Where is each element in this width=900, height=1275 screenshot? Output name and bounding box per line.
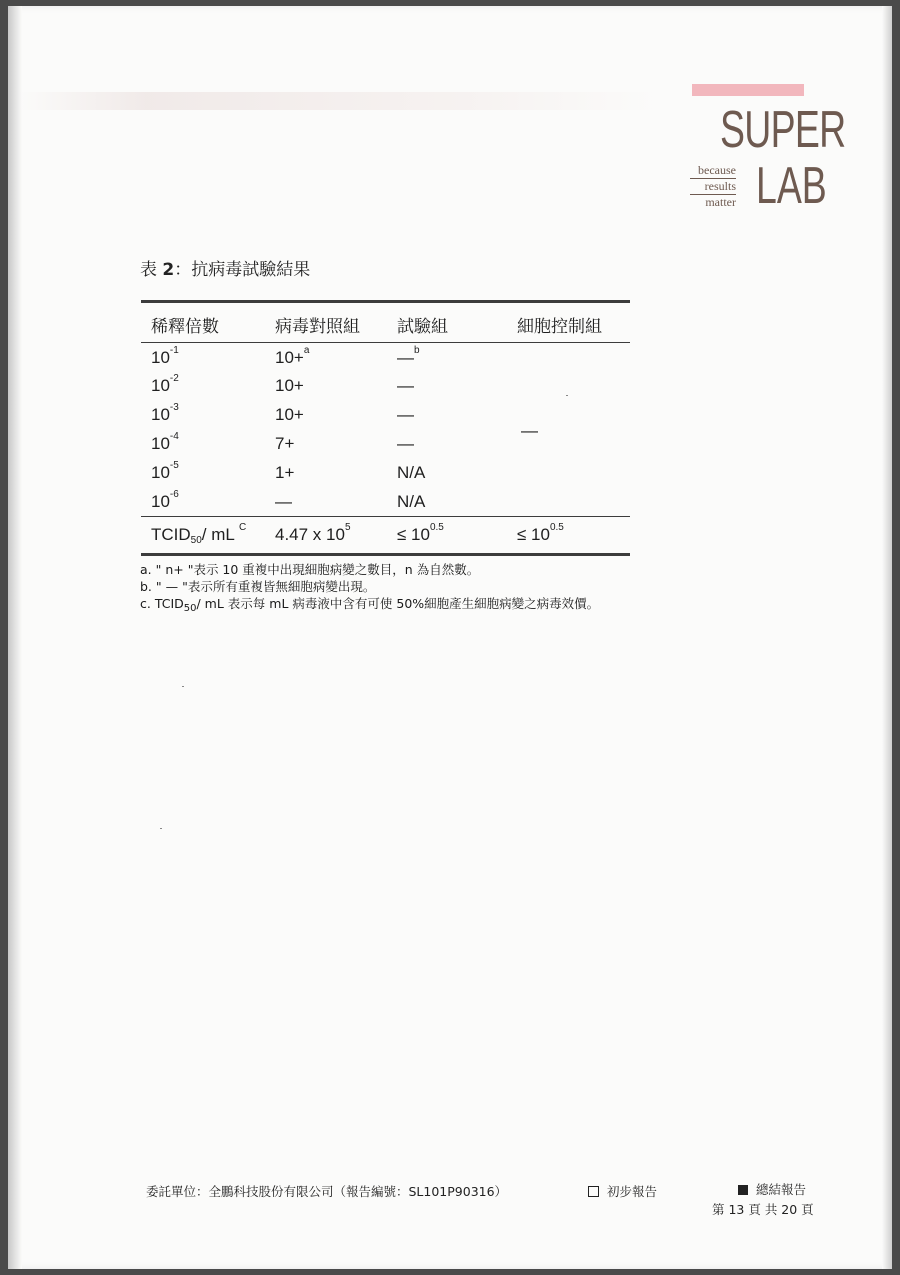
- logo-lab-text: LAB: [756, 157, 827, 215]
- footer-final-report: [738, 1180, 806, 1198]
- antiviral-results-table: [141, 300, 630, 556]
- dilution-cell: $10^{-5}$: [151, 459, 179, 482]
- unchecked-box-icon: [588, 1186, 599, 1197]
- dilution-cell: $10^{-3}$: [151, 401, 179, 424]
- footnote-c: c. $TCID_{50}/$ mL 表示每 mL 病毒液中含有可使 50%細胞產生細胞病變之病毒效價。: [140, 596, 600, 614]
- virus-control-cell: 10+$^a$: [275, 345, 310, 367]
- table-title-prefix: 表: [140, 260, 163, 280]
- tcid50-row: [141, 517, 630, 555]
- tcid50-test-group: ≤ $10^{0.5}$: [387, 517, 507, 555]
- scan-speck: [566, 395, 568, 396]
- test-group-cell: —: [397, 433, 414, 453]
- table-title-text: ：抗病毒試驗結果: [174, 260, 311, 280]
- table-title-number: 2: [162, 260, 175, 280]
- virus-control-cell: 1+: [275, 462, 295, 482]
- scan-speck: [160, 828, 162, 829]
- cell-control-cell: —: [521, 420, 538, 440]
- dilution-cell: $10^{-6}$: [151, 488, 179, 511]
- test-group-cell: —: [397, 404, 414, 424]
- tagline-word: matter: [705, 195, 736, 209]
- logo-accent-bar: [692, 84, 804, 96]
- final-label: 總結報告: [756, 1182, 807, 1197]
- tcid50-virus-control: 4.47 x $10^5$: [265, 517, 387, 555]
- header-test-group: 試驗組: [387, 302, 507, 343]
- test-group-cell: N/A: [397, 491, 426, 511]
- header-dilution: 稀釋倍數: [141, 302, 265, 343]
- table-row: [141, 343, 630, 372]
- virus-control-cell: 7+: [275, 433, 295, 453]
- dilution-cell: $10^{-2}$: [151, 372, 179, 395]
- test-group-cell: N/A: [397, 462, 426, 482]
- tcid50-cell-control: ≤ $10^{0.5}$: [507, 517, 630, 555]
- test-group-cell: —$^b$: [397, 345, 420, 367]
- virus-control-cell: 10+: [275, 404, 304, 424]
- table-header-row: [141, 302, 630, 343]
- page-edge-shadow: [882, 6, 892, 1269]
- scan-speck: [182, 686, 184, 687]
- footer-preliminary-report: [588, 1182, 657, 1200]
- footnote-a: a. " n+ "表示 10 重複中出現細胞病變之數目，n 為自然數。: [140, 562, 480, 577]
- table-footnotes: [140, 561, 599, 614]
- header-cell-control: 細胞控制組: [507, 302, 630, 343]
- table-title: [140, 255, 310, 280]
- logo-tagline: [690, 163, 736, 210]
- header-band: [18, 92, 658, 110]
- footnote-b: b. " — "表示所有重複皆無細胞病變出現。: [140, 579, 376, 594]
- dilution-cell: $10^{-4}$: [151, 430, 179, 453]
- tcid50-label: $TCID_{50}/$ mL $^C$: [141, 517, 265, 555]
- logo-super-text: SUPER: [720, 101, 846, 159]
- binding-shadow: [8, 6, 22, 1269]
- virus-control-cell: 10+: [275, 375, 304, 395]
- header-virus-control: 病毒對照組: [265, 302, 387, 343]
- preliminary-label: 初步報告: [607, 1184, 658, 1199]
- footer-client: 委託單位：全鵬科技股份有限公司（報告編號：SL101P90316）: [146, 1184, 508, 1199]
- checked-box-icon: [738, 1185, 748, 1195]
- tagline-word: results: [690, 179, 736, 195]
- test-group-cell: —: [397, 375, 414, 395]
- page-number: 第 13 頁 共 20 頁: [712, 1202, 814, 1217]
- tagline-word: because: [690, 163, 736, 179]
- virus-control-cell: —: [275, 491, 292, 511]
- dilution-cell: $10^{-1}$: [151, 345, 179, 367]
